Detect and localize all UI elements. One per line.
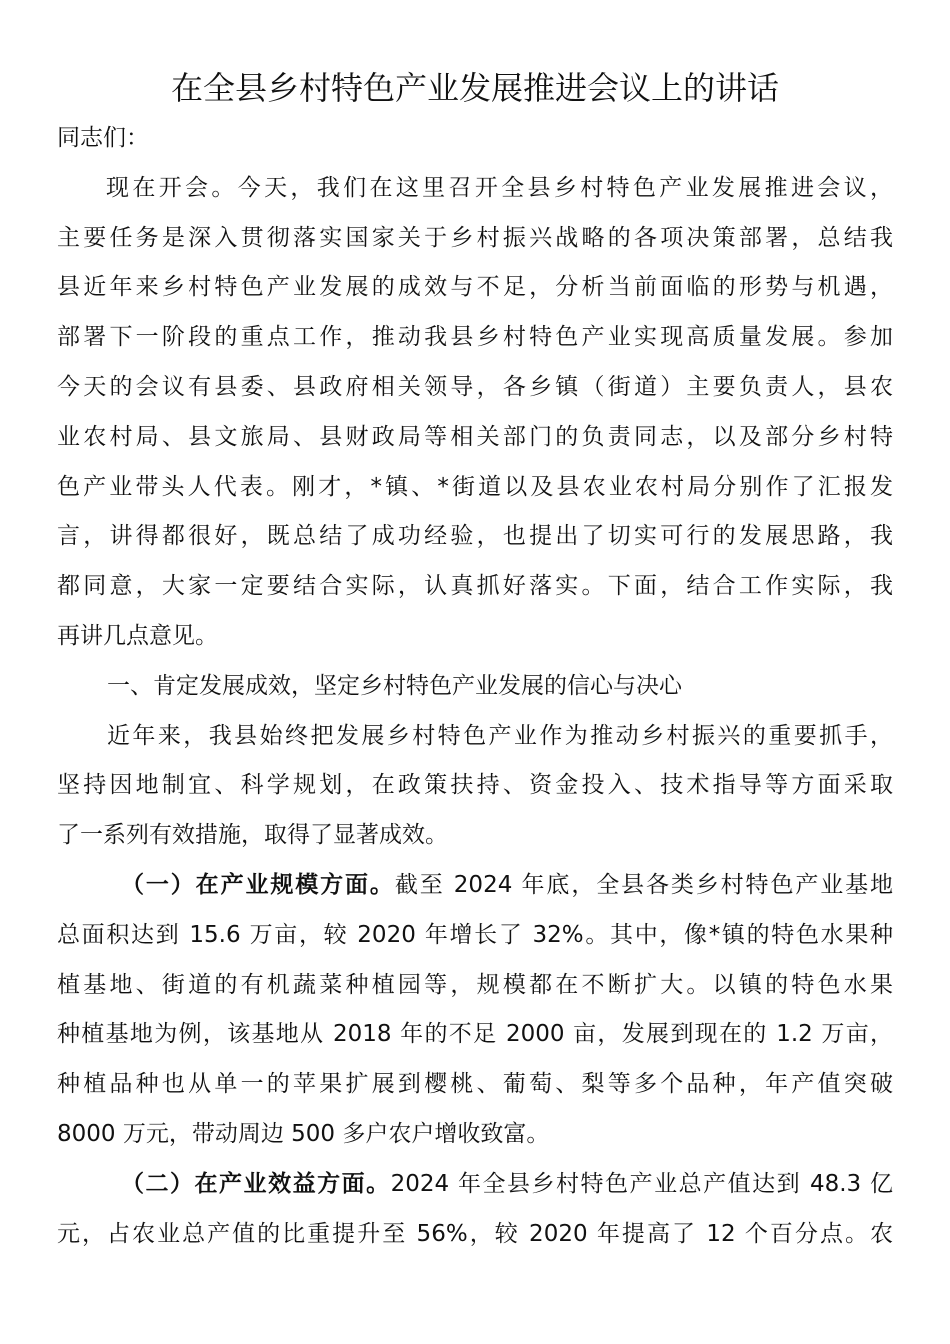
paragraph-line: 县近年来乡村特色产业发展的成效与不足，分析当前面临的形势与机遇， [57, 274, 893, 301]
paragraph-line: 种植品种也从单一的苹果扩展到樱桃、葡萄、梨等多个品种，年产值突破 [57, 1071, 893, 1098]
paragraph-line: 元，占农业总产值的比重提升至 56%，较 2020 年提高了 12 个百分点。农 [57, 1220, 893, 1247]
paragraph-line: 总面积达到 15.6 万亩，较 2020 年增长了 32%。其中，像*镇的特色水果种 [57, 921, 893, 948]
salutation: 同志们： [57, 125, 149, 151]
paragraph-line: 8000 万元，带动周边 500 多户农户增收致富。 [57, 1120, 550, 1147]
document-body [57, 114, 893, 1259]
paragraph-line: 主要任务是深入贯彻落实国家关于乡村振兴战略的各项决策部署，总结我 [57, 224, 893, 251]
document-title: 在全县乡村特色产业发展推进会议上的讲话 [170, 69, 779, 107]
paragraph-line: 业农村局、县文旅局、县财政局等相关部门的负责同志，以及部分乡村特 [57, 423, 893, 450]
section-heading: 一、肯定发展成效，坚定乡村特色产业发展的信心与决心 [107, 672, 682, 699]
paragraph-line: 色产业带头人代表。刚才，*镇、*街道以及县农业农村局分别作了汇报发 [57, 473, 893, 500]
paragraph-line: 再讲几点意见。 [57, 622, 218, 649]
subsection-label: （一）在产业规模方面。 [121, 871, 395, 898]
paragraph-line: 都同意，大家一定要结合实际，认真抓好落实。下面，结合工作实际，我 [57, 573, 893, 600]
paragraph-line: 今天的会议有县委、县政府相关领导，各乡镇（街道）主要负责人，县农 [57, 373, 893, 400]
paragraph-line: 现在开会。今天，我们在这里召开全县乡村特色产业发展推进会议， [106, 174, 893, 201]
subsection-first-line [57, 861, 893, 911]
paragraph-line: 种植基地为例，该基地从 2018 年的不足 2000 亩，发展到现在的 1.2 万亩， [57, 1021, 893, 1048]
subsection-text: 2024 年全县乡村特色产业总产值达到 48.3 亿 [390, 1170, 893, 1197]
paragraph-line: 言，讲得都很好，既总结了成功经验，也提出了切实可行的发展思路，我 [57, 523, 893, 550]
subsection-first-line [57, 1160, 893, 1210]
paragraph-line: 部署下一阶段的重点工作，推动我县乡村特色产业实现高质量发展。参加 [57, 324, 893, 351]
paragraph-line: 了一系列有效措施，取得了显著成效。 [57, 822, 448, 849]
paragraph-line: 近年来，我县始终把发展乡村特色产业作为推动乡村振兴的重要抓手， [107, 722, 893, 749]
paragraph-line: 植基地、街道的有机蔬菜种植园等，规模都在不断扩大。以镇的特色水果 [57, 971, 893, 998]
paragraph-line: 坚持因地制宜、科学规划，在政策扶持、资金投入、技术指导等方面采取 [57, 772, 893, 799]
subsection-label: （二）在产业效益方面。 [121, 1170, 391, 1197]
subsection-text: 截至 2024 年底，全县各类乡村特色产业基地 [394, 871, 894, 898]
